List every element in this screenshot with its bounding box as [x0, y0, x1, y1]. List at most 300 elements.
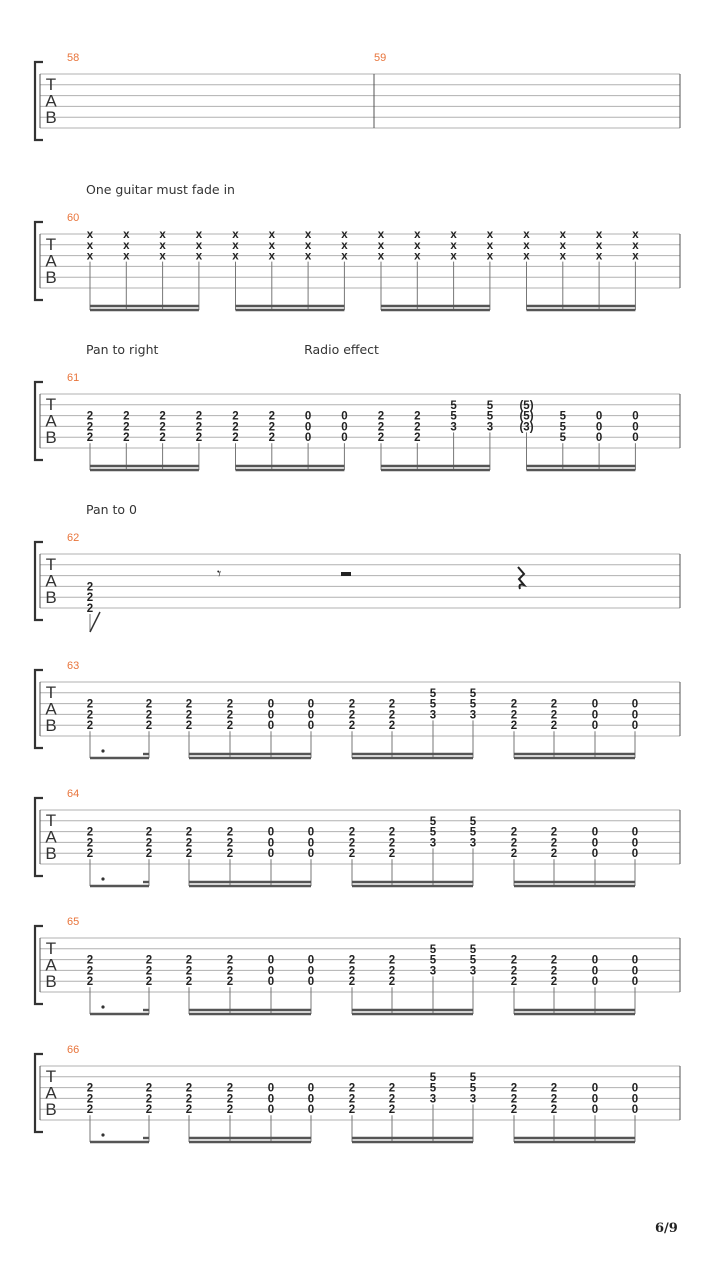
fret-number: 2 [86, 848, 94, 861]
fret-number: 2 [226, 698, 234, 711]
fret-number: 2 [348, 965, 356, 978]
fret-number: 3 [429, 837, 437, 850]
fret-number: 2 [123, 410, 130, 423]
fret-number: 5 [559, 421, 567, 434]
fret-number: 2 [226, 1104, 234, 1117]
quarter-rest [518, 567, 524, 589]
fret-number: 2 [185, 1104, 193, 1117]
fret-number: 0 [591, 1104, 599, 1117]
fret-number: 5 [450, 399, 457, 412]
tab-clef-letter: A [45, 571, 57, 591]
fret-number: 5 [486, 399, 494, 412]
fret-number: 0 [591, 1082, 599, 1095]
fret-number: 2 [550, 709, 558, 722]
fret-number: x [559, 229, 567, 241]
tab-clef-letter: B [45, 588, 57, 607]
fret-number: 0 [267, 954, 275, 967]
fret-number: 0 [267, 1082, 275, 1095]
fret-number: 2 [414, 432, 421, 445]
fret-number: 2 [145, 965, 153, 978]
fret-number: 2 [145, 709, 153, 722]
fret-number: 2 [510, 954, 518, 967]
fret-number: 2 [377, 432, 385, 445]
fret-number: 2 [550, 1104, 558, 1117]
fret-number: x [195, 250, 203, 263]
fret-number: 0 [591, 965, 599, 978]
fret-number: 2 [145, 826, 153, 839]
fret-number: x [195, 239, 203, 252]
fret-number: 0 [267, 720, 275, 733]
fret-number: 0 [267, 1093, 275, 1106]
fret-number: 2 [226, 837, 234, 850]
tab-clef-letter: B [45, 108, 57, 127]
fret-number: 2 [550, 976, 558, 989]
fret-number: 2 [145, 1082, 153, 1095]
measure-number: 60 [67, 212, 80, 224]
fret-number: 0 [304, 432, 312, 445]
tab-clef-letter: A [45, 827, 57, 847]
fret-number: 2 [185, 1082, 193, 1095]
measure-number: 62 [67, 532, 80, 544]
fret-number: 2 [123, 432, 130, 445]
page-number: 6/9 [655, 1221, 678, 1236]
fret-number: 5 [429, 687, 437, 700]
fret-number: 3 [469, 709, 477, 722]
fret-number: 2 [510, 698, 518, 711]
fret-number: 2 [510, 976, 518, 989]
fret-number: 0 [632, 410, 639, 423]
fret-number: 2 [268, 432, 276, 445]
fret-number: 2 [145, 720, 153, 733]
fret-number: 0 [307, 1093, 315, 1106]
fret-number: 2 [414, 410, 421, 423]
tab-clef-letter: B [45, 716, 57, 735]
tab-clef-letter: B [45, 428, 57, 447]
fret-number: 2 [185, 848, 193, 861]
fret-number: x [268, 250, 276, 263]
fret-number: 2 [86, 1082, 94, 1095]
fret-number: 2 [86, 826, 94, 839]
fret-number: 2 [86, 603, 94, 615]
fret-number: 2 [550, 720, 558, 733]
half-rest [341, 572, 351, 576]
fret-number: 2 [550, 826, 558, 839]
fret-number: (5) [519, 399, 534, 412]
annotation-text: Pan to right [86, 342, 159, 357]
fret-number: x [523, 239, 530, 252]
fret-number: x [304, 229, 312, 241]
fret-number: 5 [469, 826, 477, 839]
fret-number: 2 [348, 837, 356, 850]
fret-number: 0 [341, 421, 348, 434]
fret-number: x [268, 239, 276, 252]
fret-number: 0 [307, 1104, 315, 1117]
fret-number: x [559, 239, 567, 252]
fret-number: x [304, 239, 312, 252]
fret-number: x [595, 229, 603, 241]
fret-number: 0 [307, 826, 315, 839]
fret-number: 2 [268, 410, 276, 423]
fret-number: 2 [145, 837, 153, 850]
fret-number: 0 [631, 1082, 639, 1095]
rhythm-dot [101, 1005, 104, 1008]
fret-number: 0 [632, 432, 639, 445]
fret-number: 2 [388, 837, 396, 850]
tab-clef-letter: B [45, 844, 57, 863]
fret-number: 5 [469, 687, 477, 700]
tab-clef-letter: T [45, 811, 57, 830]
fret-number: 0 [595, 432, 603, 445]
fret-number: 2 [226, 1082, 234, 1095]
fret-number: 2 [86, 965, 94, 978]
fret-number: x [159, 229, 166, 241]
fret-number: 0 [307, 698, 315, 711]
fret-number: 0 [631, 1104, 639, 1117]
fret-number: 2 [388, 954, 396, 967]
fret-number: 0 [307, 954, 315, 967]
fret-number: 2 [86, 410, 94, 423]
fret-number: x [123, 239, 130, 252]
fret-number: 0 [631, 698, 639, 711]
fret-number: x [523, 250, 530, 263]
fret-number: 2 [348, 1093, 356, 1106]
fret-number: 2 [348, 1104, 356, 1117]
fret-number: 0 [307, 1082, 315, 1095]
fret-number: 3 [469, 837, 477, 850]
fret-number: 5 [450, 410, 457, 423]
fret-number: 2 [145, 1104, 153, 1117]
tab-clef-letter: T [45, 235, 57, 254]
tab-clef-letter: A [45, 251, 57, 271]
fret-number: x [414, 250, 421, 263]
tab-clef-letter: T [45, 555, 57, 574]
fret-number: x [450, 250, 457, 263]
fret-number: 5 [469, 1082, 477, 1095]
fret-number: 3 [450, 421, 457, 434]
fret-number: 2 [510, 1082, 518, 1095]
tab-clef-letter: A [45, 1083, 57, 1103]
fret-number: 2 [550, 698, 558, 711]
fret-number: 2 [145, 848, 153, 861]
fret-number: 2 [268, 421, 276, 434]
fret-number: 2 [510, 709, 518, 722]
fret-number: 2 [388, 709, 396, 722]
fret-number: 0 [304, 410, 312, 423]
fret-number: 2 [86, 581, 94, 594]
fret-number: 2 [185, 976, 193, 989]
fret-number: 2 [86, 720, 94, 733]
fret-number: 2 [195, 410, 203, 423]
fret-number: 2 [86, 976, 94, 989]
fret-number: 3 [429, 1093, 437, 1106]
fret-number: 0 [591, 720, 599, 733]
fret-number: 5 [429, 954, 437, 967]
measure-number: 59 [374, 52, 387, 64]
eighth-flag [90, 612, 100, 632]
fret-number: 2 [86, 1093, 94, 1106]
fret-number: 2 [348, 826, 356, 839]
fret-number: x [559, 250, 567, 263]
fret-number: 2 [510, 826, 518, 839]
fret-number: 2 [232, 421, 239, 434]
annotation-text: Radio effect [304, 342, 379, 357]
fret-number: 5 [469, 1071, 477, 1084]
fret-number: 2 [550, 1093, 558, 1106]
fret-number: 2 [185, 698, 193, 711]
fret-number: 0 [307, 976, 315, 989]
fret-number: 2 [510, 1093, 518, 1106]
fret-number: 0 [631, 837, 639, 850]
fret-number: 0 [631, 965, 639, 978]
fret-number: 5 [469, 954, 477, 967]
fret-number: 2 [226, 720, 234, 733]
fret-number: 0 [267, 1104, 275, 1117]
fret-number: 2 [145, 954, 153, 967]
fret-number: 5 [429, 698, 437, 711]
fret-number: 0 [591, 837, 599, 850]
annotation-text: Pan to 0 [86, 502, 138, 517]
measure-number: 58 [67, 52, 80, 64]
fret-number: 2 [388, 1093, 396, 1106]
fret-number: 2 [185, 826, 193, 839]
fret-number: x [377, 239, 385, 252]
fret-number: 2 [510, 837, 518, 850]
fret-number: 5 [469, 698, 477, 711]
fret-number: 0 [595, 410, 603, 423]
fret-number: 0 [631, 1093, 639, 1106]
fret-number: 2 [145, 1093, 153, 1106]
fret-number: 0 [267, 709, 275, 722]
fret-number: 0 [307, 720, 315, 733]
fret-number: 2 [388, 848, 396, 861]
measure-number: 61 [67, 372, 80, 384]
fret-number: 2 [185, 954, 193, 967]
tab-clef-letter: T [45, 939, 57, 958]
measure-number: 64 [67, 788, 80, 800]
fret-number: 5 [559, 432, 567, 445]
fret-number: 2 [388, 826, 396, 839]
fret-number: x [268, 229, 276, 241]
fret-number: 2 [348, 976, 356, 989]
fret-number: 2 [145, 698, 153, 711]
fret-number: x [232, 239, 239, 252]
fret-number: 2 [388, 965, 396, 978]
fret-number: (3) [519, 421, 534, 434]
fret-number: x [159, 239, 166, 252]
fret-number: 0 [307, 709, 315, 722]
fret-number: 2 [388, 1104, 396, 1117]
fret-number: 2 [185, 709, 193, 722]
fret-number: 5 [429, 1071, 437, 1084]
fret-number: x [377, 250, 385, 263]
fret-number: x [232, 250, 239, 263]
fret-number: 2 [550, 954, 558, 967]
fret-number: 0 [591, 954, 599, 967]
tab-clef-letter: A [45, 91, 57, 111]
fret-number: 0 [591, 976, 599, 989]
fret-number: 2 [86, 837, 94, 850]
fret-number: 2 [86, 1104, 94, 1117]
fret-number: 2 [86, 592, 94, 605]
tab-clef-letter: T [45, 75, 57, 94]
fret-number: x [414, 229, 421, 241]
fret-number: 5 [429, 826, 437, 839]
fret-number: 0 [631, 848, 639, 861]
fret-number: x [341, 229, 348, 241]
fret-number: x [486, 239, 494, 252]
fret-number: 0 [307, 837, 315, 850]
fret-number: 2 [86, 421, 94, 434]
fret-number: 2 [414, 421, 421, 434]
fret-number: x [450, 239, 457, 252]
fret-number: 3 [429, 965, 437, 978]
fret-number: 2 [388, 976, 396, 989]
fret-number: 2 [388, 720, 396, 733]
fret-number: 2 [550, 848, 558, 861]
fret-number: 2 [86, 432, 94, 445]
fret-number: 2 [159, 421, 166, 434]
fret-number: 3 [469, 965, 477, 978]
fret-number: 2 [510, 1104, 518, 1117]
fret-number: 2 [377, 421, 385, 434]
fret-number: 0 [591, 826, 599, 839]
fret-number: 0 [595, 421, 603, 434]
fret-number: 2 [550, 1082, 558, 1095]
fret-number: 2 [510, 848, 518, 861]
tab-clef-letter: A [45, 699, 57, 719]
tab-clef-letter: T [45, 1067, 57, 1086]
fret-number: 2 [86, 698, 94, 711]
fret-number: 0 [631, 954, 639, 967]
fret-number: 2 [226, 826, 234, 839]
tab-clef-letter: A [45, 411, 57, 431]
fret-number: 0 [341, 432, 348, 445]
fret-number: 2 [388, 1082, 396, 1095]
fret-number: x [341, 239, 348, 252]
fret-number: 2 [226, 954, 234, 967]
fret-number: x [414, 239, 421, 252]
fret-number: 2 [226, 848, 234, 861]
measure-number: 66 [67, 1044, 80, 1056]
fret-number: 2 [550, 965, 558, 978]
fret-number: x [377, 229, 385, 241]
fret-number: 2 [226, 1093, 234, 1106]
fret-number: x [86, 239, 94, 252]
rhythm-dot [101, 1133, 104, 1136]
fret-number: 3 [469, 1093, 477, 1106]
fret-number: 0 [267, 698, 275, 711]
tab-clef-letter: T [45, 683, 57, 702]
rhythm-dot [101, 877, 104, 880]
rhythm-dot [101, 749, 104, 752]
fret-number: x [632, 250, 639, 263]
fret-number: 0 [341, 410, 348, 423]
fret-number: 2 [226, 709, 234, 722]
fret-number: 2 [348, 709, 356, 722]
eighth-rest: 𝄾 [217, 564, 222, 583]
fret-number: 2 [185, 720, 193, 733]
fret-number: 2 [226, 965, 234, 978]
fret-number: 2 [348, 954, 356, 967]
fret-number: (5) [519, 410, 534, 423]
fret-number: 2 [185, 1093, 193, 1106]
fret-number: 2 [195, 432, 203, 445]
fret-number: 0 [267, 976, 275, 989]
fret-number: 0 [631, 709, 639, 722]
fret-number: 0 [631, 720, 639, 733]
fret-number: 2 [232, 432, 239, 445]
fret-number: 0 [591, 698, 599, 711]
fret-number: 0 [267, 826, 275, 839]
measure-number: 63 [67, 660, 80, 672]
fret-number: 5 [469, 815, 477, 828]
fret-number: 2 [185, 965, 193, 978]
fret-number: x [86, 250, 94, 263]
fret-number: 0 [631, 976, 639, 989]
fret-number: 0 [267, 848, 275, 861]
fret-number: 0 [307, 965, 315, 978]
fret-number: 2 [510, 720, 518, 733]
fret-number: 2 [510, 965, 518, 978]
fret-number: x [341, 250, 348, 263]
fret-number: 3 [429, 709, 437, 722]
fret-number: 2 [226, 976, 234, 989]
fret-number: 0 [591, 709, 599, 722]
fret-number: 0 [631, 826, 639, 839]
fret-number: x [486, 250, 494, 263]
fret-number: 0 [307, 848, 315, 861]
fret-number: 0 [591, 1093, 599, 1106]
fret-number: 0 [591, 848, 599, 861]
fret-number: x [123, 229, 130, 241]
fret-number: 2 [123, 421, 130, 434]
fret-number: 2 [377, 410, 385, 423]
fret-number: 2 [348, 698, 356, 711]
fret-number: 0 [267, 965, 275, 978]
fret-number: x [595, 250, 603, 263]
annotation-text: One guitar must fade in [86, 182, 235, 197]
fret-number: 5 [429, 1082, 437, 1095]
fret-number: 2 [159, 410, 166, 423]
fret-number: 2 [86, 709, 94, 722]
fret-number: 2 [348, 720, 356, 733]
fret-number: 2 [348, 1082, 356, 1095]
fret-number: 5 [429, 943, 437, 956]
fret-number: x [232, 229, 239, 241]
tab-clef-letter: B [45, 972, 57, 991]
fret-number: x [523, 229, 530, 241]
fret-number: x [86, 229, 94, 241]
tab-clef-letter: T [45, 395, 57, 414]
fret-number: 2 [232, 410, 239, 423]
fret-number: 2 [145, 976, 153, 989]
fret-number: 5 [429, 815, 437, 828]
fret-number: 0 [267, 837, 275, 850]
fret-number: x [595, 239, 603, 252]
fret-number: 2 [159, 432, 166, 445]
fret-number: 5 [559, 410, 567, 423]
tab-clef-letter: B [45, 268, 57, 287]
fret-number: 0 [304, 421, 312, 434]
fret-number: x [632, 239, 639, 252]
fret-number: x [123, 250, 130, 263]
fret-number: 2 [195, 421, 203, 434]
fret-number: 5 [486, 410, 494, 423]
fret-number: x [304, 250, 312, 263]
tab-clef-letter: B [45, 1100, 57, 1119]
fret-number: 0 [632, 421, 639, 434]
fret-number: 2 [550, 837, 558, 850]
